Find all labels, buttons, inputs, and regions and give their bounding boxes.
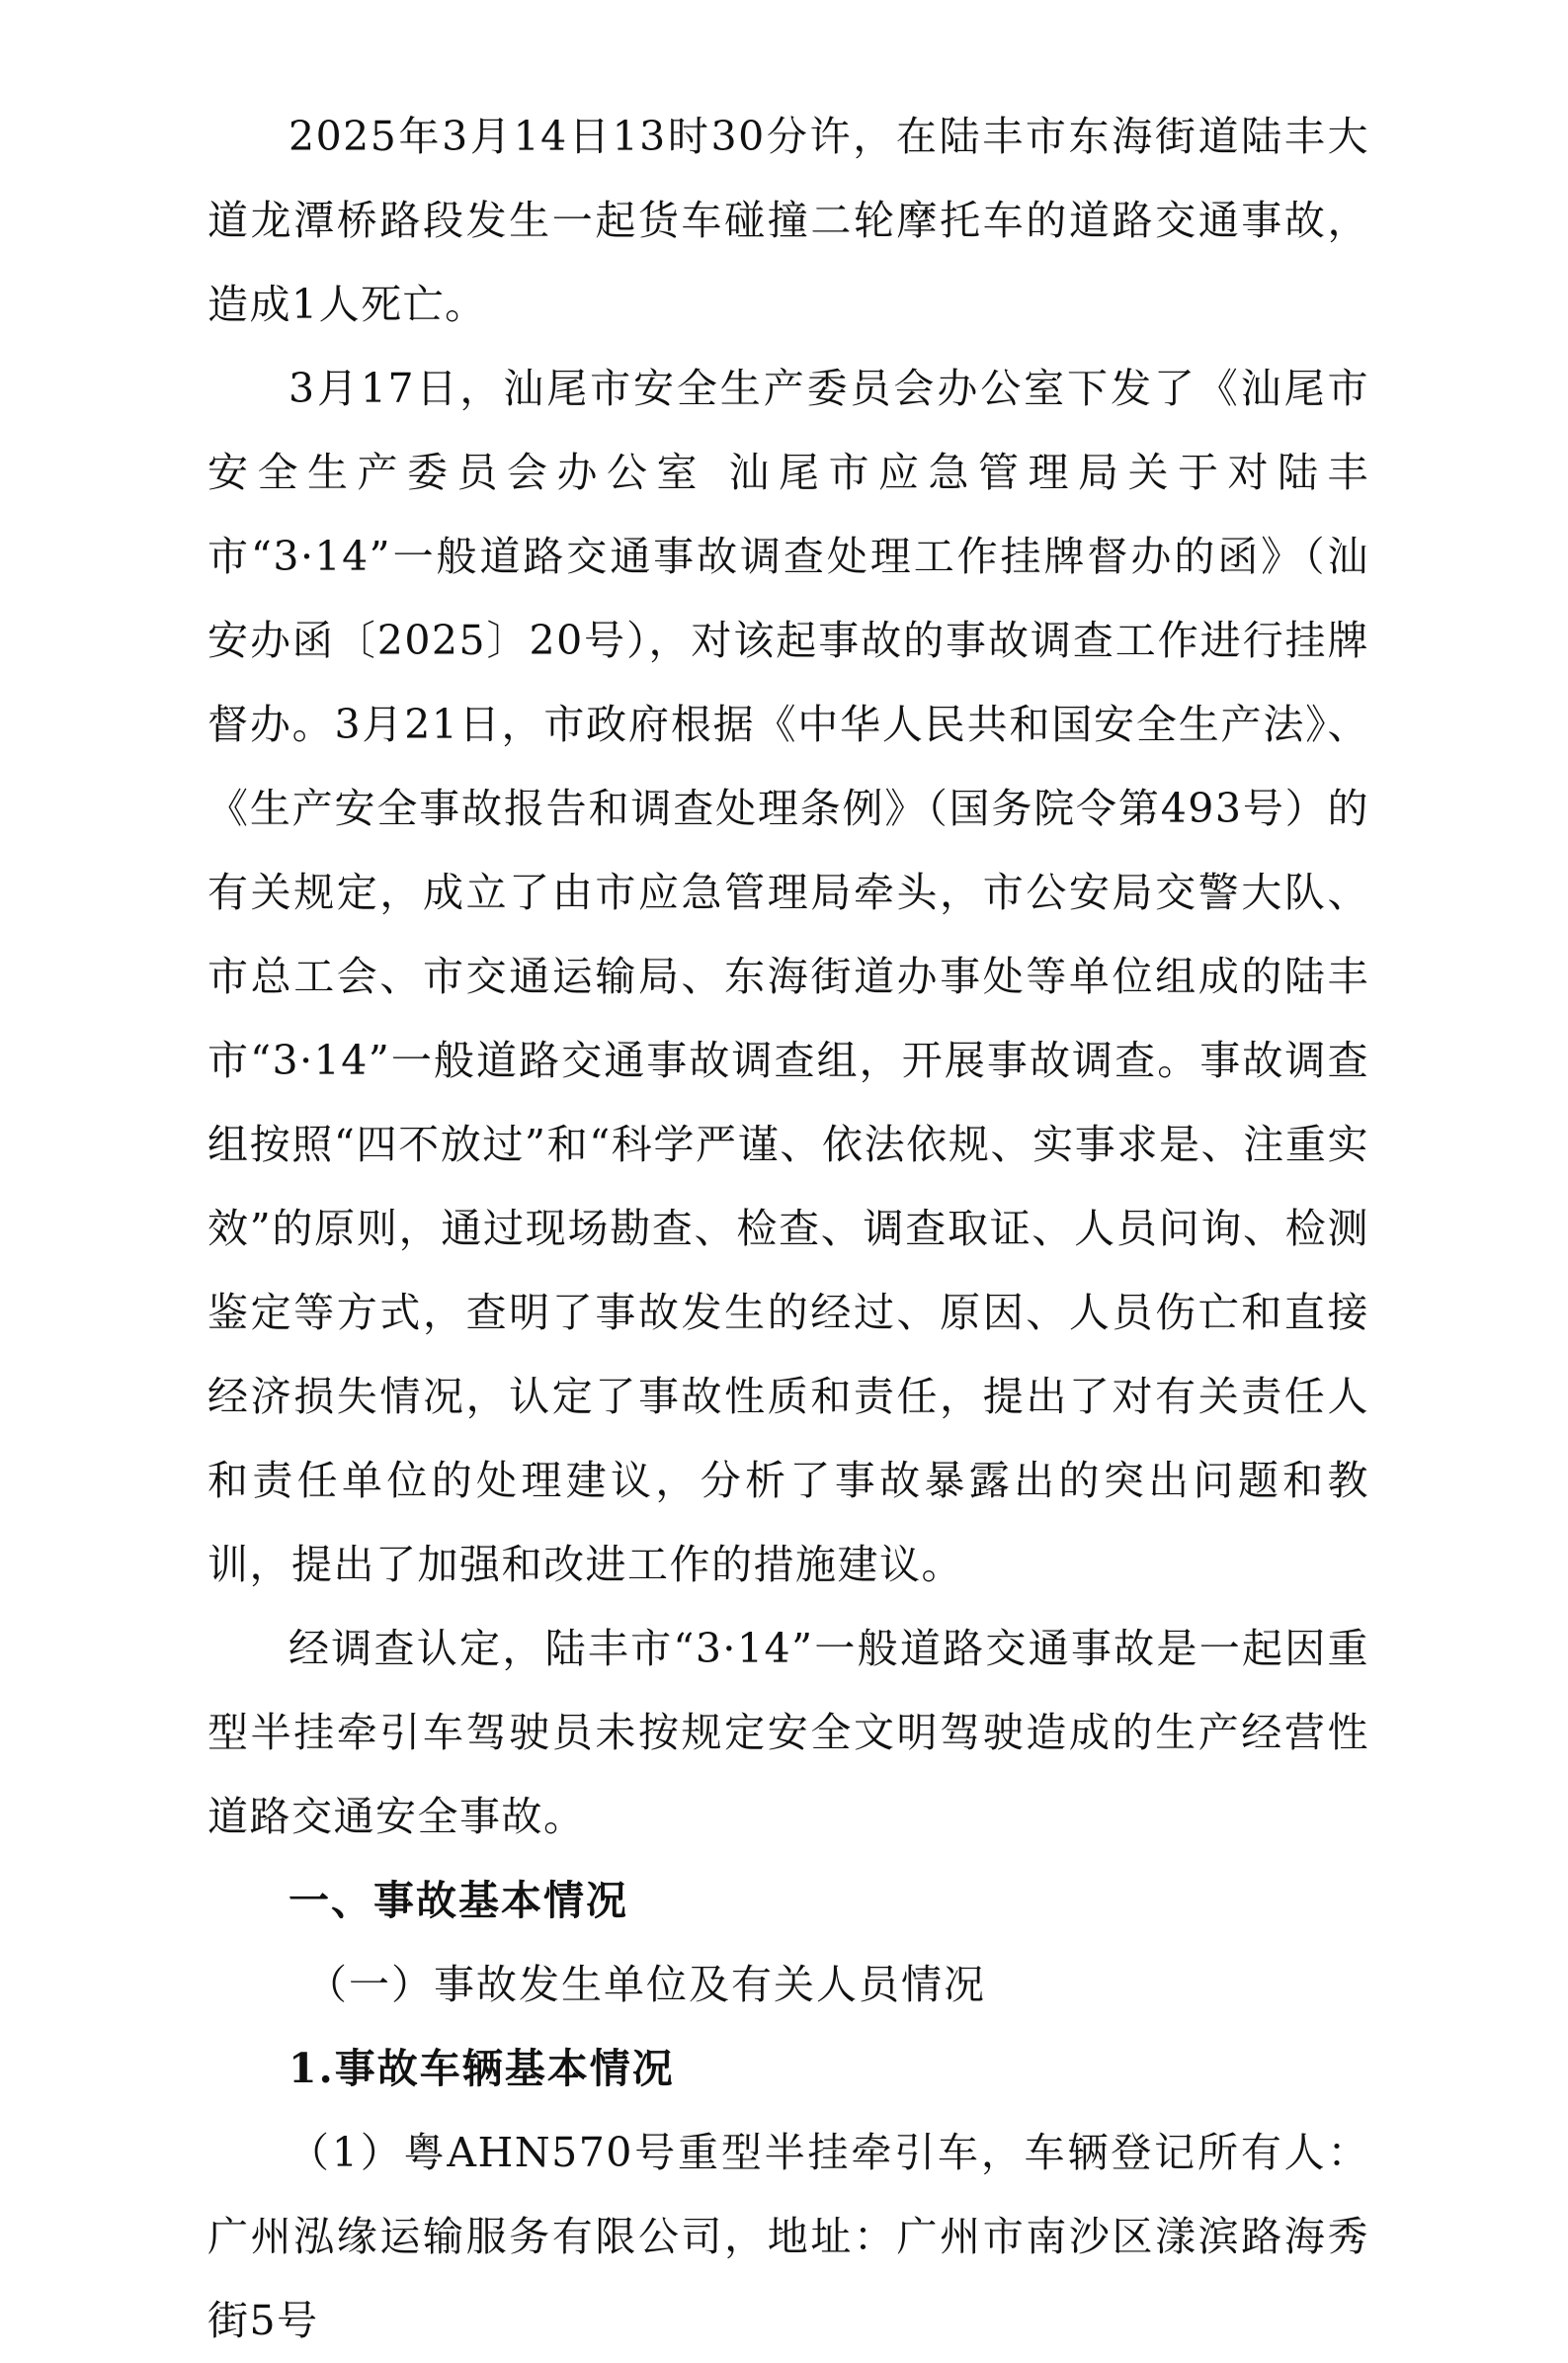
subsection-heading: （一）事故发生单位及有关人员情况 [306,1961,986,2008]
paragraph-investigation-process: 3月17日，汕尾市安全生产委员会办公室下发了《汕尾市安全生产委员会办公室 汕尾市应急管理局关于对陆丰市“3·14”一般道路交通事故调查处理工作挂牌督办的函》（汕安办函〔2025〕20号），对该起事故的事故调查工作进行挂牌督办。3月21日，市政府根据《中华人民共和国安全生产法》、《生产安全事故报告和调查处理条例》（国务院令第493号）的有关规定，成立了由市应急管理局牵头，市公安局交警大队、市总工会、市交通运输局、东海街道办事处等单位组成的陆丰市“3·14”一般道路交通事故调查组，开展事故调查。事故调查组按照“四不放过”和“科学严谨、依法依规、实事求是、注重实效”的原则，通过现场勘查、检查、调查取证、人员问询、检测鉴定等方式，查明了事故发生的经过、原因、人员伤亡和直接经济损失情况，认定了事故性质和责任，提出了对有关责任人和责任单位的处理建议，分析了事故暴露出的突出问题和教训，提出了加强和改进工作的措施建议。 [207,365,1369,1588]
document-body [207,95,1369,2363]
paragraph-vehicle-info: （1）粤AHN570号重型半挂牵引车，车辆登记所有人：广州泓缘运输服务有限公司，地址：广州市南沙区漾滨路海秀街5号 [207,2129,1369,2344]
paragraph-accident-summary: 2025年3月14日13时30分许，在陆丰市东海街道陆丰大道龙潭桥路段发生一起货车碰撞二轮摩托车的道路交通事故，造成1人死亡。 [207,113,1369,328]
item-heading: 1.事故车辆基本情况 [289,2045,675,2092]
paragraph-conclusion: 经调查认定，陆丰市“3·14”一般道路交通事故是一起因重型半挂牵引车驾驶员未按规定安全文明驾驶造成的生产经营性道路交通安全事故。 [207,1625,1369,1840]
section-heading: 一、事故基本情况 [289,1877,628,1924]
